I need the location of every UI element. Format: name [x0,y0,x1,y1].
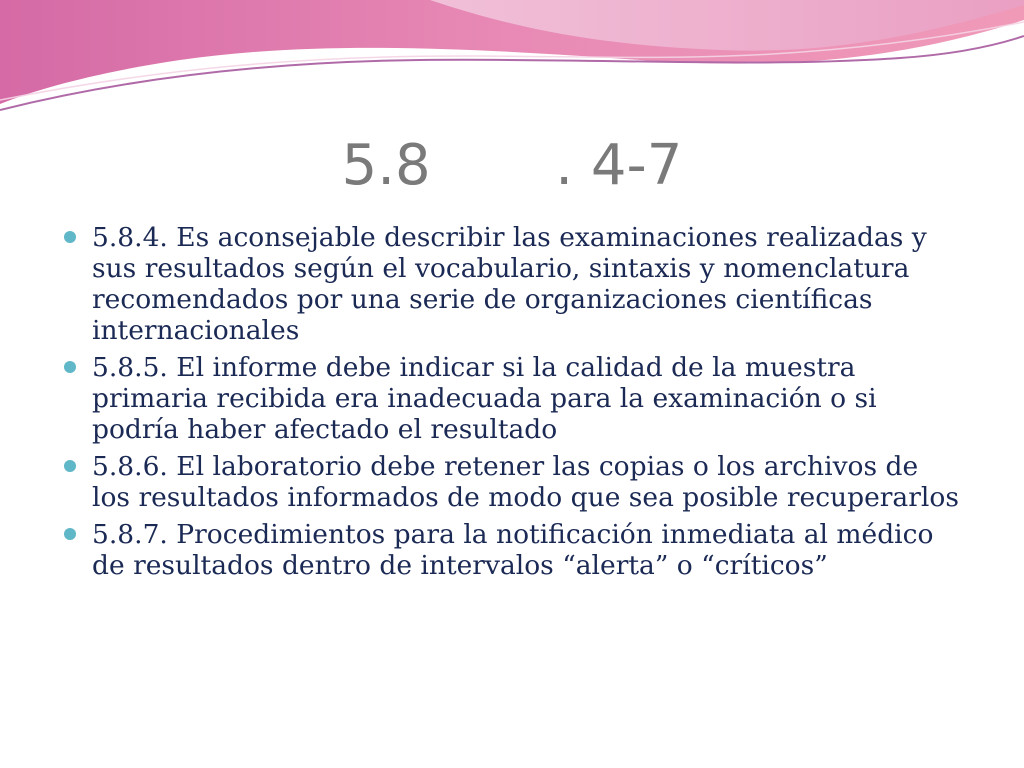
bullet-item [60,451,960,513]
bullet-dot-icon [64,361,76,373]
bullet-text: 5.8.4. Es aconsejable describir las examinaciones realizadas y sus resultados según el vocabulario, sintaxis y nomenclatura recomendados por una serie de organizaciones científicas internacionales [92,222,927,346]
bullet-item [60,352,960,445]
slide-title: 5.8 . 4-7 [341,133,683,198]
bullet-dot-icon [64,528,76,540]
header-wave-decoration [0,0,1024,130]
bullet-dot-icon [64,460,76,472]
bullet-text: 5.8.7. Procedimientos para la notificación inmediata al médico de resultados dentro de intervalos “alerta” o “críticos” [92,519,934,581]
bullet-text: 5.8.5. El informe debe indicar si la calidad de la muestra primaria recibida era inadecuada para la examinación o si podría haber afectado el resultado [92,352,877,445]
bullet-item [60,222,960,346]
bullet-dot-icon [64,231,76,243]
bullet-text: 5.8.6. El laboratorio debe retener las copias o los archivos de los resultados informados de modo que sea posible recuperarlos [92,451,959,513]
bullet-item [60,519,960,581]
bullet-list [60,222,960,587]
